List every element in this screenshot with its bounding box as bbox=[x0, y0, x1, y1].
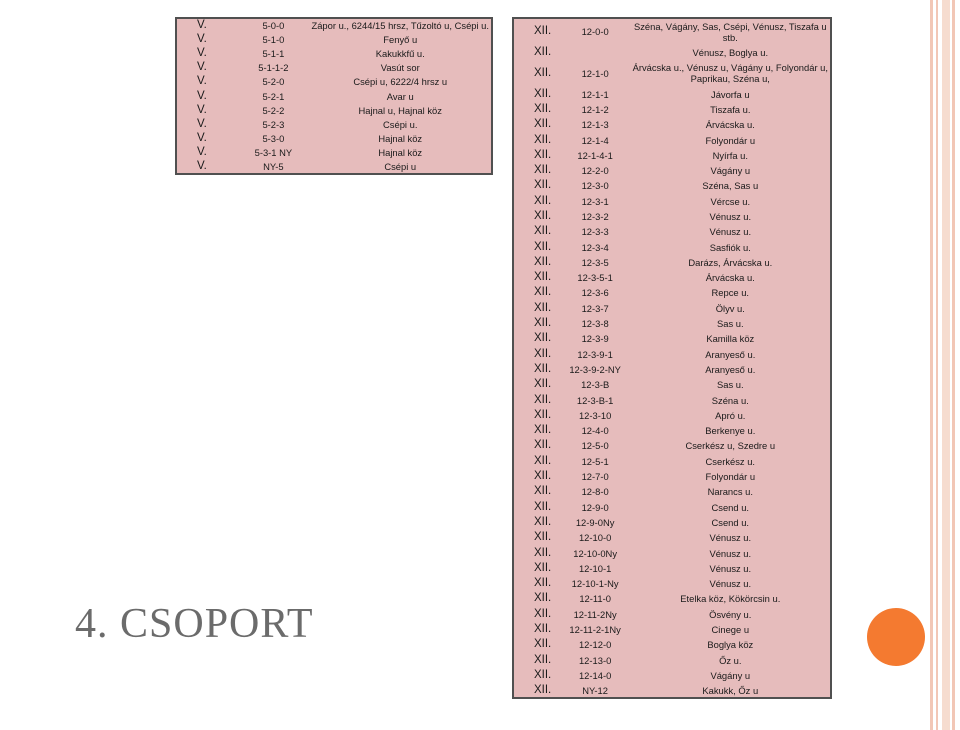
district-cell: XII. bbox=[534, 638, 552, 651]
streets-cell bbox=[631, 117, 831, 132]
streets-text: Sasfiók u. bbox=[709, 241, 751, 253]
district-cell: XII. bbox=[534, 561, 552, 574]
streets-text: Kakukk, Őz u bbox=[702, 684, 759, 696]
code-cell: 12-3-7 bbox=[581, 302, 609, 314]
table-row bbox=[513, 270, 831, 285]
district-cell: XII. bbox=[534, 255, 552, 268]
streets-text: Etelka köz, Kökörcsin u. bbox=[680, 593, 781, 605]
district-cell: XII. bbox=[534, 301, 552, 314]
table-row bbox=[513, 423, 831, 438]
streets-cell bbox=[631, 668, 831, 683]
table-row bbox=[513, 545, 831, 560]
streets-cell bbox=[631, 423, 831, 438]
district-cell: XII. bbox=[534, 470, 552, 483]
streets-text: Darázs, Árvácska u. bbox=[688, 256, 773, 268]
table-row bbox=[176, 103, 492, 117]
streets-cell bbox=[309, 32, 492, 46]
district-cell: XII. bbox=[534, 240, 552, 253]
streets-cell bbox=[631, 637, 831, 652]
table-row bbox=[513, 408, 831, 423]
code-cell: 5-3-1 NY bbox=[254, 147, 293, 159]
streets-text: Csépi u, 6222/4 hrsz u bbox=[353, 76, 448, 88]
table-row bbox=[513, 561, 831, 576]
district-cell: XII. bbox=[534, 148, 552, 161]
table-row bbox=[513, 285, 831, 300]
streets-text: Vénusz u. bbox=[709, 211, 752, 222]
table-row bbox=[513, 316, 831, 331]
table-row bbox=[513, 163, 831, 178]
streets-text: Csépi u bbox=[384, 160, 417, 172]
streets-text: Széna, Vágány, Sas, Csépi, Vénusz, Tiszafa u bbox=[633, 20, 827, 32]
table-row bbox=[176, 117, 492, 131]
table-row bbox=[513, 301, 831, 316]
streets-cell bbox=[631, 377, 831, 392]
streets-cell bbox=[631, 515, 831, 530]
district-cell: V. bbox=[197, 75, 207, 88]
streets-text: Nyírfa u. bbox=[712, 149, 748, 161]
streets-text: Árvácska u. bbox=[705, 119, 755, 131]
district-cell: XII. bbox=[534, 485, 552, 498]
streets-cell bbox=[631, 102, 831, 117]
streets-cell bbox=[309, 146, 492, 160]
table-row bbox=[513, 331, 831, 346]
streets-text: Kamilla köz bbox=[706, 333, 755, 345]
streets-text: Cserkész u, Szedre u bbox=[685, 440, 776, 452]
code-cell: NY-12 bbox=[582, 684, 608, 696]
streets-cell bbox=[631, 148, 831, 163]
table-row bbox=[176, 160, 492, 174]
district-cell: V. bbox=[197, 159, 207, 172]
table-row bbox=[513, 18, 831, 45]
table-row bbox=[513, 255, 831, 270]
code-cell: 12-11-0 bbox=[579, 593, 611, 605]
table-row bbox=[513, 438, 831, 453]
streets-text: Aranyeső u. bbox=[705, 363, 756, 375]
table-row bbox=[513, 132, 831, 147]
table-row bbox=[513, 239, 831, 254]
code-cell: 5-1-1-2 bbox=[258, 62, 289, 74]
table-row bbox=[513, 102, 831, 117]
code-cell: 12-3-1 bbox=[581, 195, 609, 207]
streets-text: Vénusz u. bbox=[709, 547, 752, 559]
streets-text: Zápor u., 6244/15 hrsz, Tűzoltó u, Csépi u. bbox=[311, 20, 489, 32]
district-cell: XII. bbox=[534, 546, 552, 559]
streets-cell bbox=[631, 576, 831, 591]
district-cell: XII. bbox=[534, 102, 552, 115]
streets-text: Cinege u bbox=[711, 624, 750, 636]
streets-text-continued: stb. bbox=[722, 31, 738, 43]
code-cell: 12-12-0 bbox=[578, 639, 612, 651]
district-cell: XII. bbox=[534, 683, 552, 696]
code-cell: 12-1-0 bbox=[581, 67, 609, 79]
code-cell: 12-2-0 bbox=[581, 165, 609, 177]
streets-cell bbox=[309, 75, 492, 89]
district-cell: XII. bbox=[534, 362, 552, 375]
code-cell: 12-10-1-Ny bbox=[571, 578, 619, 590]
district-cell: V. bbox=[197, 146, 207, 159]
streets-cell bbox=[631, 607, 831, 622]
district-cell: XII. bbox=[534, 623, 552, 636]
district-cell: V. bbox=[197, 46, 207, 59]
table-row bbox=[513, 622, 831, 637]
streets-text: Jávorfa u bbox=[711, 88, 750, 100]
code-cell: 12-3-5 bbox=[581, 256, 609, 268]
streets-text: Csépi u. bbox=[383, 118, 418, 130]
table-row bbox=[513, 60, 831, 87]
streets-text: Vércse u. bbox=[710, 195, 751, 207]
table-row bbox=[513, 224, 831, 239]
code-cell: 5-1-1 bbox=[262, 47, 285, 59]
streets-cell bbox=[631, 301, 831, 316]
code-cell: 12-8-0 bbox=[581, 486, 609, 498]
streets-text: Avar u bbox=[386, 90, 414, 102]
code-cell: 12-11-2-1Ny bbox=[569, 624, 621, 636]
code-cell: 12-3-9 bbox=[581, 333, 609, 345]
table-row bbox=[176, 132, 492, 146]
code-cell: 5-2-2 bbox=[262, 104, 285, 116]
streets-cell bbox=[631, 500, 831, 515]
streets-text-continued: Paprikau, Széna u, bbox=[690, 73, 770, 85]
slide-title: 4. CSOPORT bbox=[75, 601, 314, 647]
district-cell: XII. bbox=[534, 66, 552, 79]
streets-text: Árvácska u. bbox=[705, 272, 755, 284]
streets-cell bbox=[309, 160, 492, 174]
district-cell: V. bbox=[197, 61, 207, 74]
district-cell: XII. bbox=[534, 210, 552, 222]
district-cell: V. bbox=[197, 117, 207, 130]
code-cell: 12-9-0 bbox=[581, 501, 609, 513]
code-cell: 12-1-4-1 bbox=[577, 149, 613, 161]
table-row bbox=[513, 194, 831, 209]
streets-cell bbox=[631, 347, 831, 362]
code-cell: 12-9-0Ny bbox=[575, 516, 615, 528]
code-cell: 12-3-5-1 bbox=[577, 272, 613, 284]
code-cell: 12-1-4 bbox=[581, 134, 609, 146]
district-cell: XII. bbox=[534, 592, 552, 605]
district-cell: V. bbox=[197, 89, 207, 102]
streets-cell bbox=[309, 18, 492, 32]
district-cell: XII. bbox=[534, 164, 552, 177]
district-cell: XII. bbox=[534, 118, 552, 131]
table-row bbox=[176, 32, 492, 46]
streets-text: Folyondár u bbox=[705, 134, 756, 146]
district-cell: XII. bbox=[534, 607, 552, 620]
district-cell: XII. bbox=[534, 286, 552, 299]
district-cell: XII. bbox=[534, 317, 552, 330]
streets-cell bbox=[631, 270, 831, 285]
streets-cell bbox=[631, 683, 831, 698]
code-cell: 12-1-1 bbox=[581, 88, 609, 100]
table-row bbox=[513, 683, 831, 698]
streets-cell bbox=[631, 86, 831, 101]
code-cell: 12-13-0 bbox=[578, 654, 612, 666]
code-cell: 12-3-B-1 bbox=[576, 394, 614, 406]
district-cell: XII. bbox=[534, 225, 552, 238]
streets-text: Vágány u bbox=[710, 669, 751, 681]
streets-text: Hajnal köz bbox=[378, 147, 423, 159]
table-row bbox=[513, 117, 831, 132]
code-cell: 12-1-2 bbox=[581, 103, 609, 115]
streets-text: Vágány u bbox=[710, 165, 751, 177]
streets-text: Sas u. bbox=[717, 379, 744, 391]
district-cell: XII. bbox=[534, 439, 552, 452]
streets-text: Berkenye u. bbox=[705, 425, 756, 437]
code-cell: 12-5-0 bbox=[581, 440, 609, 452]
code-cell: 12-10-1 bbox=[578, 562, 612, 574]
code-cell: 12-11-2Ny bbox=[573, 608, 617, 620]
streets-cell bbox=[631, 209, 831, 224]
table-row bbox=[513, 86, 831, 101]
streets-cell bbox=[631, 484, 831, 499]
streets-text: Cserkész u. bbox=[705, 455, 756, 467]
code-cell: 12-3-6 bbox=[581, 287, 609, 299]
code-cell: 5-0-0 bbox=[262, 20, 285, 32]
table-row bbox=[176, 61, 492, 75]
table-row bbox=[513, 469, 831, 484]
streets-cell bbox=[631, 408, 831, 423]
decor-stripe bbox=[930, 0, 933, 730]
streets-text: Boglya köz bbox=[707, 639, 754, 651]
table-row bbox=[513, 178, 831, 193]
decor-stripe bbox=[942, 0, 950, 730]
district-cell: XII. bbox=[534, 45, 552, 58]
code-cell: 12-3-10 bbox=[578, 409, 612, 421]
code-cell: 12-3-B bbox=[581, 379, 610, 391]
streets-text: Vénusz, Boglya u. bbox=[692, 46, 769, 58]
code-cell: 12-10-0Ny bbox=[573, 547, 618, 559]
streets-text: Széna, Sas u bbox=[702, 180, 759, 192]
orange-circle-bullet-icon bbox=[867, 608, 925, 666]
streets-text: Ölyv u. bbox=[715, 302, 745, 314]
table-row bbox=[513, 377, 831, 392]
table-row bbox=[513, 652, 831, 667]
table-row bbox=[513, 148, 831, 163]
table-row bbox=[513, 668, 831, 683]
code-cell: 12-0-0 bbox=[581, 26, 609, 38]
streets-cell bbox=[631, 469, 831, 484]
streets-cell bbox=[309, 117, 492, 131]
streets-cell bbox=[631, 132, 831, 147]
sewer-table-district-xii bbox=[512, 17, 832, 699]
streets-text: Fenyő u bbox=[383, 33, 418, 45]
streets-cell bbox=[631, 194, 831, 209]
table-row bbox=[513, 454, 831, 469]
streets-text: Sas u. bbox=[717, 318, 744, 330]
code-cell: 12-3-2 bbox=[581, 211, 609, 222]
streets-cell bbox=[631, 45, 831, 60]
table-row bbox=[513, 392, 831, 407]
streets-text: Hajnal köz bbox=[378, 133, 423, 145]
table-row bbox=[176, 75, 492, 89]
streets-cell bbox=[631, 362, 831, 377]
district-cell: XII. bbox=[534, 347, 552, 360]
code-cell: 5-2-0 bbox=[262, 76, 285, 88]
table-row bbox=[513, 637, 831, 652]
streets-cell bbox=[631, 285, 831, 300]
district-cell: XII. bbox=[534, 25, 552, 38]
streets-text: Tiszafa u. bbox=[710, 103, 751, 115]
code-cell: 12-3-4 bbox=[581, 241, 609, 253]
code-cell: 12-10-0 bbox=[578, 532, 612, 544]
code-cell bbox=[560, 45, 631, 60]
district-cell: XII. bbox=[534, 194, 552, 207]
streets-cell bbox=[309, 132, 492, 146]
code-cell: 12-3-3 bbox=[581, 226, 609, 238]
code-cell: 5-3-0 bbox=[262, 133, 285, 145]
code-cell: 12-3-8 bbox=[581, 318, 609, 330]
streets-text: Árvácska u., Vénusz u, Vágány u, Folyondár u, bbox=[632, 62, 828, 74]
streets-text: Vénusz u. bbox=[709, 562, 752, 574]
district-cell: V. bbox=[197, 132, 207, 145]
table-row bbox=[513, 500, 831, 515]
code-cell: 5-2-1 bbox=[262, 90, 285, 102]
table-row bbox=[513, 607, 831, 622]
district-cell: XII. bbox=[534, 408, 552, 421]
decor-stripe bbox=[936, 0, 938, 730]
table-row bbox=[176, 146, 492, 160]
streets-cell bbox=[631, 545, 831, 560]
streets-cell bbox=[631, 60, 831, 87]
table-row bbox=[513, 347, 831, 362]
district-cell: XII. bbox=[534, 500, 552, 513]
streets-text: Csend u. bbox=[711, 501, 750, 513]
code-cell: 12-1-3 bbox=[581, 119, 609, 131]
district-cell: XII. bbox=[534, 454, 552, 467]
streets-cell bbox=[631, 331, 831, 346]
district-cell: XII. bbox=[534, 668, 552, 681]
streets-cell bbox=[631, 178, 831, 193]
table-row bbox=[513, 362, 831, 377]
streets-cell bbox=[631, 591, 831, 606]
streets-text: Hajnal u, Hajnal köz bbox=[358, 104, 442, 116]
code-cell: 12-4-0 bbox=[581, 425, 609, 437]
code-cell: 5-2-3 bbox=[262, 118, 285, 130]
district-cell: XII. bbox=[534, 393, 552, 406]
table-row bbox=[513, 591, 831, 606]
district-cell: XII. bbox=[534, 424, 552, 437]
code-cell: 12-7-0 bbox=[581, 471, 609, 483]
district-cell: XII. bbox=[534, 133, 552, 146]
table-row bbox=[513, 209, 831, 224]
streets-text: Őz u. bbox=[719, 654, 742, 666]
streets-text: Vénusz u. bbox=[709, 226, 752, 238]
streets-cell bbox=[309, 89, 492, 103]
code-cell: 12-14-0 bbox=[578, 669, 612, 681]
streets-text: Vasút sor bbox=[380, 62, 420, 74]
streets-text: Folyondár u bbox=[705, 471, 756, 483]
streets-text: Repce u. bbox=[711, 287, 750, 299]
table-row bbox=[176, 89, 492, 103]
streets-cell bbox=[309, 61, 492, 75]
streets-cell bbox=[631, 316, 831, 331]
table-row bbox=[513, 576, 831, 591]
district-cell: V. bbox=[197, 19, 207, 32]
district-cell: XII. bbox=[534, 179, 552, 192]
streets-text: Széna u. bbox=[711, 394, 749, 406]
streets-cell bbox=[309, 103, 492, 117]
streets-cell bbox=[631, 454, 831, 469]
code-cell: 12-5-1 bbox=[581, 455, 609, 467]
district-cell: V. bbox=[197, 103, 207, 116]
streets-text: Apró u. bbox=[715, 409, 746, 421]
district-cell: XII. bbox=[534, 531, 552, 544]
streets-text: Ösvény u. bbox=[709, 608, 752, 620]
streets-cell bbox=[631, 530, 831, 545]
streets-cell bbox=[309, 46, 492, 60]
district-cell: XII. bbox=[534, 577, 552, 590]
streets-cell bbox=[631, 224, 831, 239]
decor-stripe bbox=[952, 0, 955, 730]
streets-cell bbox=[631, 561, 831, 576]
district-cell: XII. bbox=[534, 378, 552, 391]
code-cell: 12-3-0 bbox=[581, 180, 609, 192]
streets-cell bbox=[631, 239, 831, 254]
code-cell: 5-1-0 bbox=[262, 33, 285, 45]
district-cell: XII. bbox=[534, 332, 552, 345]
streets-text: Vénusz u. bbox=[709, 532, 752, 544]
table-row bbox=[176, 46, 492, 60]
sewer-table-district-v bbox=[175, 17, 493, 175]
district-cell: XII. bbox=[534, 87, 552, 100]
streets-text: Narancs u. bbox=[707, 486, 753, 498]
streets-text: Csend u. bbox=[711, 516, 750, 528]
streets-cell bbox=[631, 392, 831, 407]
streets-text: Kakukkfű u. bbox=[375, 47, 425, 59]
table-row bbox=[513, 45, 831, 60]
district-cell: XII. bbox=[534, 271, 552, 284]
table-row bbox=[513, 484, 831, 499]
streets-text: Vénusz u. bbox=[709, 578, 752, 590]
district-cell: XII. bbox=[534, 515, 552, 528]
streets-cell bbox=[631, 163, 831, 178]
district-cell: V. bbox=[197, 32, 207, 45]
table-row bbox=[513, 530, 831, 545]
streets-cell bbox=[631, 18, 831, 45]
district-cell: XII. bbox=[534, 653, 552, 666]
streets-text: Aranyeső u. bbox=[705, 348, 756, 360]
streets-cell bbox=[631, 255, 831, 270]
streets-cell bbox=[631, 622, 831, 637]
code-cell: 12-3-9-2-NY bbox=[569, 363, 621, 375]
streets-cell bbox=[631, 652, 831, 667]
table-row bbox=[513, 515, 831, 530]
table-row bbox=[176, 18, 492, 32]
streets-cell bbox=[631, 438, 831, 453]
code-cell: NY-5 bbox=[263, 160, 284, 172]
code-cell: 12-3-9-1 bbox=[577, 348, 613, 360]
